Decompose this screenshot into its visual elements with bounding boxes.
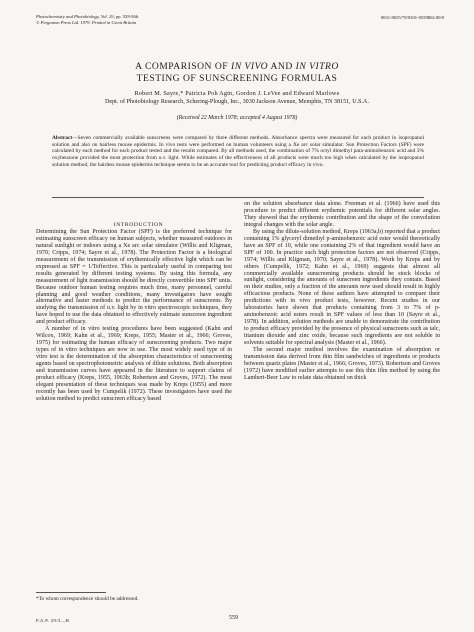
abstract-divider xyxy=(52,197,424,198)
abstract-text: —Seven commercially available sunscreens were compared by three different methods. Absorbance spectra were measured for each product in isopropanol solution and also on hairless mouse epidermis. In vivo tests were performed on human volunteers using a Xe arc solar simulator. Sun Protection Factors (SPF) were calculated by each method for each product tested and the results compared. By all methods used, the combination of 7% octyl dimethyl para-aminobenzoic acid and 3% oxybenzone provided the most protection from u.v. light. While estimates of the effectiveness of all products were much too high when calculated by the isopropanol solution method, the hairless mouse epidermis technique seems to be an accurate tool for predicting product efficacy in vivo. xyxy=(52,135,424,168)
journal-line-1: Photochemistry and Photobiology, Vol. 29, pp. 559-566. xyxy=(36,14,140,19)
journal-citation xyxy=(36,14,139,26)
footnote-divider xyxy=(36,592,106,593)
affiliation: Dept. of Photobiology Research, Schering-Plough, Inc., 3030 Jackson Avenue, Memphis, TN 38151, U.S.A. xyxy=(105,99,369,105)
title-italic-in-vivo: IN VIVO xyxy=(231,61,269,72)
abstract-label: Abstract xyxy=(52,135,73,141)
section-heading-introduction: INTRODUCTION xyxy=(113,222,164,228)
paragraph: By using the dilute-solution method, Kreps (1963a,b) reported that a product containing 1% glyceryl dimethyl p-aminobenzoic acid ester would theoretically have an SPF of 10, while one containing 2% of that ingredient would have an SPF of 100. In practice such high protection factors are not observed (Cripps, 1974; Willis and Kligman, 1970; Sayre et al., 1978). Work by Kreps and by others (Cumpelik, 1972; Kahn et al., 1969) suggests that almost all commercially available sunscreening products should be stock blocks of sunlight, considering the amounts of sunscreen ingredients they contain. Based on their studies, only a fraction of the amounts now used should result in highly efficacious products. None of these authors have attempted to compare their predictions with in vivo product tests, however. Recent studies in our laboratories have shown that products containing from 3 to 7% of p-aminobenzoic acid esters result in SPF values of less than 10 (Sayre et al., 1978). In addition, solution methods are unable to demonstrate the contribution to product efficacy provided by the presence of physical sunscreens such as talc, titanium dioxide and zinc oxide, because such ingredients are not soluble in solvents suitable for spectral analysis (Master et al., 1966). xyxy=(244,228,440,347)
left-column xyxy=(36,222,232,403)
title-line-1 xyxy=(20,61,454,73)
received-dates: (Received 22 March 1978; accepted 4 August 1978) xyxy=(176,115,298,121)
title-italic-in-vitro: IN VITRO xyxy=(295,61,339,72)
authors: Robert M. Sayre,* Patricia Poh Agin, Gordon J. LeVee and Edward Marlowe xyxy=(134,90,340,97)
paragraph: A number of in vitro testing procedures have been suggested (Kahn and Wilcox, 1969; Kahn et al., 1969; Kreps, 1955; Master et al., 1966; Groves, 1975) for estimating the human efficacy of sunscreening products. Two major types of in vitro techniques are now in use. The most widely used type of in vitro test is the determination of the absorption characteristics of sunscreening agents based on spectrophotometric analysis of dilute solutions. Both absorption and transmission curves have appeared in the literature to support claims of product efficacy (Kreps, 1955, 1963b; Robertson and Groves, 1972). The most elegant presentation of these techniques was made by Kreps (1955) and more recently has been used by Cumpelik (1972). These investigators have used the solution method to predict sunscreen efficacy based xyxy=(36,326,232,402)
footnote: *To whom correspondence should be addressed. xyxy=(36,596,139,602)
journal-line-2: © Pergamon Press Ltd. 1979. Printed in Great Britain xyxy=(36,20,137,25)
page-code: P.A.P. 29/3—H xyxy=(36,618,70,623)
title-text: A COMPARISON OF xyxy=(135,61,232,72)
right-column xyxy=(244,201,440,382)
abstract xyxy=(52,135,424,169)
title-line-2: TESTING OF SUNSCREENING FORMULAS xyxy=(136,73,338,84)
title-text: AND xyxy=(268,61,296,72)
paragraph: on the solution absorbance data alone. Freeman et al. (1966) have used this procedure to predict different erythemic potentials for different solar angles. They showed that the erythemic contribution and the shape of the convolution integral changes with the solar angle. xyxy=(244,201,440,228)
issn-code: 0031-8655/79/0301-0559$02.00/0 xyxy=(380,15,444,20)
paragraph: The second major method involves the examination of absorption or transmission data derived from thin film sandwiches of ingredients or products between quartz plates (Master et al., 1966; Groves, 1973). Robertson and Groves (1972) have modified earlier attempts to use this thin film method by using the Lambert-Beer Law to relate data obtained on thick xyxy=(244,347,440,381)
paragraph: Determining the Sun Protection Factor (SPF) is the preferred technique for estimating sunscreen efficacy on human subjects, whether measured outdoors in natural sunlight or indoors using a Xe arc solar simulator (Willis and Kligman, 1970; Cripps, 1974; Sayre et al., 1978). The Protection Factor is a biological measurement of the transmission of erythemically effective light which can be expressed as SPF = 1/Teffective. This is particularly useful in comparing test results generated by different testing systems. By using this formula, any measurement of light transmission should be directly convertible into SPF units. Because outdoor human testing requires much time, many personnel, careful planning and good weather conditions, many investigators have sought alternative and faster methods to predict the performance of sunscreens. By studying the transmission of u.v. light by in vitro spectroscopic techniques, they have hoped to use the data obtained to effectively estimate sunscreen ingredient and product efficacy. xyxy=(36,228,232,326)
page-number: 559 xyxy=(229,615,238,621)
